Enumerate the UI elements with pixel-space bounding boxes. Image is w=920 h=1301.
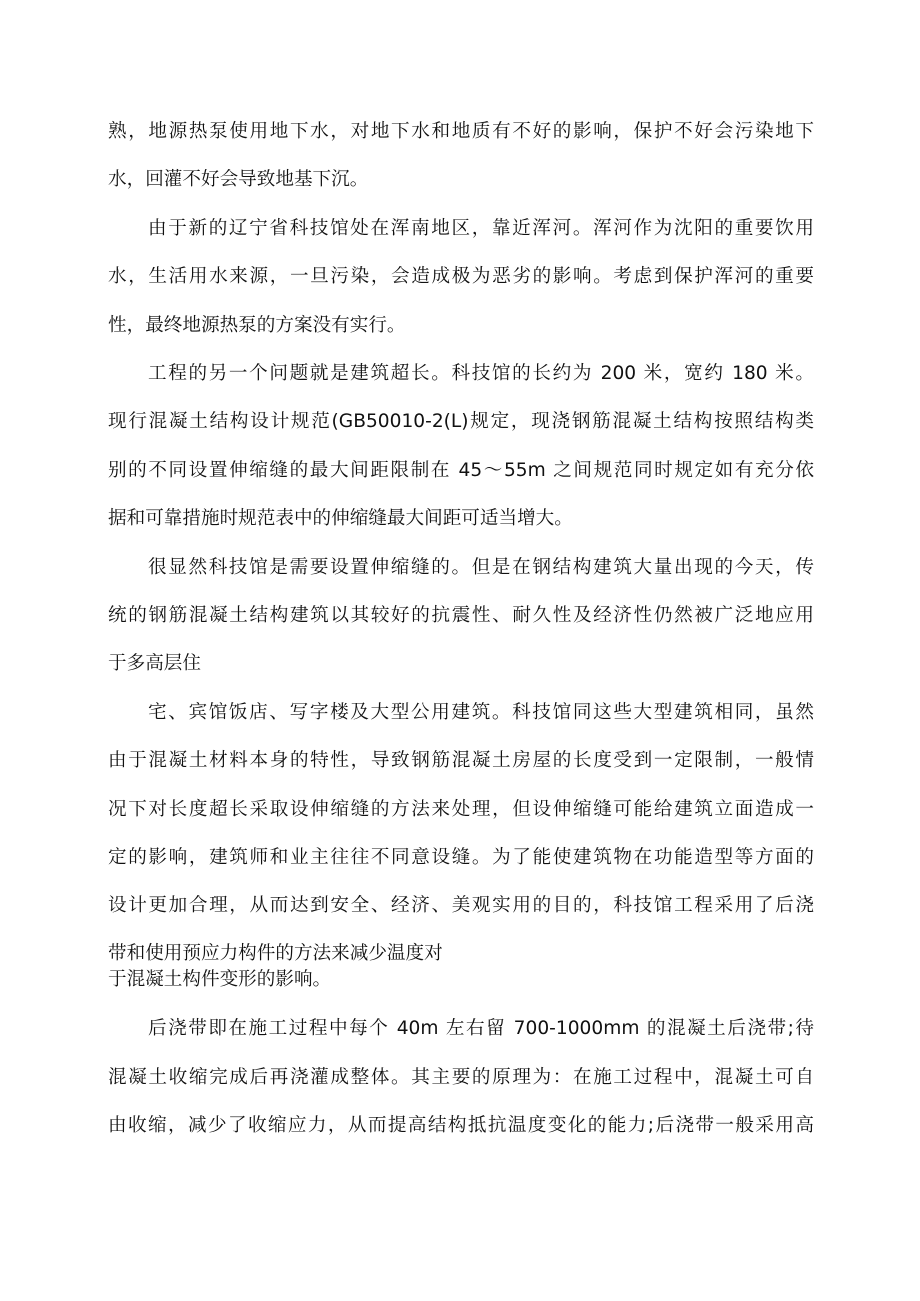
text-line: 定的影响，建筑师和业主往往不同意设缝。为了能使建筑物在功能造型等方面的	[108, 847, 814, 868]
text-line: 设计更加合理，从而达到安全、经济、美观实用的目的，科技馆工程采用了后浇	[108, 895, 814, 916]
text-line: 性，最终地源热泵的方案没有实行。	[108, 315, 406, 336]
text-line: 后浇带即在施工过程中每个 40m 左右留 700-1000mm 的混凝土后浇带;待	[148, 1018, 814, 1039]
text-line: 工程的另一个问题就是建筑超长。科技馆的长约为 200 米，宽约 180 米。	[148, 363, 814, 384]
text-line: 带和使用预应力构件的方法来减少温度对	[108, 943, 443, 964]
text-line: 据和可靠措施时规范表中的伸缩缝最大间距可适当增大。	[108, 508, 573, 529]
text-line: 统的钢筋混凝土结构建筑以其较好的抗震性、耐久性及经济性仍然被广泛地应用	[108, 605, 814, 626]
text-line: 水，生活用水来源，一旦污染，会造成极为恶劣的影响。考虑到保护浑河的重要	[108, 266, 814, 287]
text-line: 混凝土收缩完成后再浇灌成整体。其主要的原理为：在施工过程中，混凝土可自	[108, 1067, 814, 1088]
text-line: 于多高层住	[108, 653, 201, 674]
text-line: 于混凝土构件变形的影响。	[108, 969, 332, 990]
text-line: 熟，地源热泵使用地下水，对地下水和地质有不好的影响，保护不好会污染地下	[108, 121, 814, 142]
text-line: 由收缩，减少了收缩应力，从而提高结构抵抗温度变化的能力;后浇带一般采用高	[108, 1115, 814, 1136]
text-line: 由于混凝土材料本身的特性，导致钢筋混凝土房屋的长度受到一定限制，一般情	[108, 750, 814, 771]
text-line: 很显然科技馆是需要设置伸缩缝的。但是在钢结构建筑大量出现的今天，传	[148, 557, 814, 578]
text-line: 现行混凝土结构设计规范(GB50010-2(L)规定，现浇钢筋混凝土结构按照结构类	[108, 411, 814, 432]
text-line: 别的不同设置伸缩缝的最大间距限制在 45～55m 之间规范同时规定如有充分依	[108, 460, 814, 481]
text-line: 况下对长度超长采取设伸缩缝的方法来处理，但设伸缩缝可能给建筑立面造成一	[108, 799, 814, 820]
text-line: 水，回灌不好会导致地基下沉。	[108, 169, 369, 190]
text-line: 宅、宾馆饭店、写字楼及大型公用建筑。科技馆同这些大型建筑相同，虽然	[148, 702, 814, 723]
text-line: 由于新的辽宁省科技馆处在浑南地区，靠近浑河。浑河作为沈阳的重要饮用	[148, 218, 814, 239]
